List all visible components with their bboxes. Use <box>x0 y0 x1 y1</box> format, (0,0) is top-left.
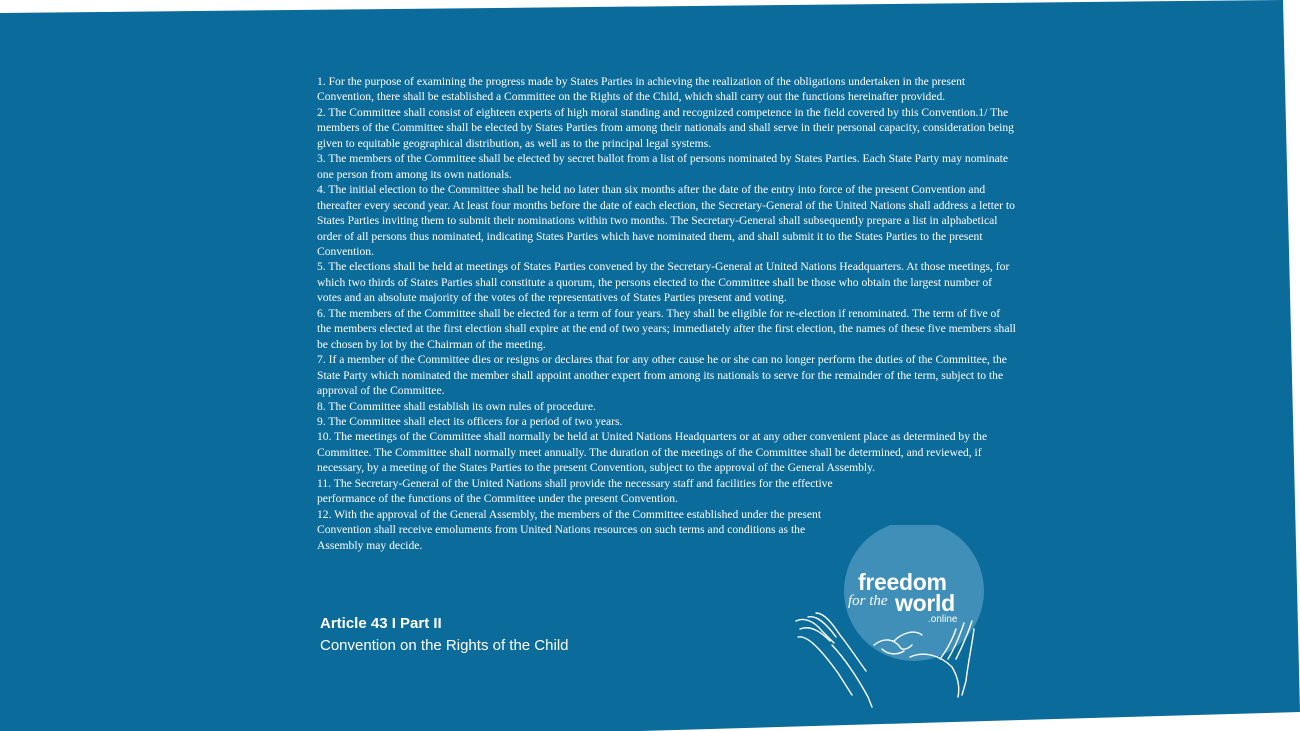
logo-word-world: world <box>895 590 955 616</box>
paragraph-7: 7. If a member of the Committee dies or resigns or declares that for any other cause he or she can no longer perform the duties of the Committee, the State Party which nominated the member shall appoint another expert from among its nationals to serve for the remainder of the term, subject to the approval of the Committee. <box>317 353 1007 398</box>
paragraph-6: 6. The members of the Committee shall be elected for a term of four years. They shall be eligible for re-election if renominated. The term of five of the members elected at the first election shall expire at the end of two years; immediately after the first election, the names of these five members shall be chosen by lot by the Chairman of the meeting. <box>317 306 1016 351</box>
paragraph-12: 12. With the approval of the General Assembly, the members of the Committee established under the present Convention shall receive emoluments from United Nations resources on such terms and conditions as the Assembly may decide. <box>317 507 822 552</box>
paragraph-11: 11. The Secretary-General of the United Nations shall provide the necessary staff and facilities for the effective performance of the functions of the Committee under the present Convention. <box>317 476 833 506</box>
freedom-for-the-world-logo <box>790 525 990 715</box>
paragraph-10: 10. The meetings of the Committee shall normally be held at United Nations Headquarters or at any other convenient place as determined by the Committee. The Committee shall normally meet annually. The duration of the meetings of the Committee shall be determined, and reviewed, if necessary, by a meeting of the States Parties to the present Convention, subject to the approval of the General Assembly. <box>317 430 988 475</box>
logo-script-for-the: for the <box>848 593 888 609</box>
paragraph-3: 3. The members of the Committee shall be elected by secret ballot from a list of persons nominated by States Parties. Each State Party may nominate one person from among its own nationals. <box>317 152 1009 181</box>
paragraph-4: 4. The initial election to the Committee shall be held no later than six months after the date of the entry into force of the present Convention and thereafter every second year. At least four months before the date of each election, the Secretary-General of the United Nations shall address a letter to States Parties inviting them to submit their nominations within two months. The Secretary-General shall subsequently prepare a list in alphabetical order of all persons thus nominated, indicating States Parties which have nominated them, and shall submit it to the States Parties to the present Convention. <box>317 183 1015 258</box>
logo-word-freedom: freedom <box>858 569 947 595</box>
logo-graphic <box>790 525 990 715</box>
paragraph-9: 9. The Committee shall elect its officers for a period of two years. <box>317 414 623 428</box>
paragraph-8: 8. The Committee shall establish its own rules of procedure. <box>317 399 596 413</box>
paragraph-5: 5. The elections shall be held at meetings of States Parties convened by the Secretary-General at United Nations Headquarters. At those meetings, for which two thirds of States Parties shall constitute a quorum, the persons elected to the Committee shall be those who obtain the largest number of votes and an absolute majority of the votes of the representatives of States Parties present and voting. <box>317 260 1010 305</box>
article-body <box>317 74 1017 553</box>
paragraph-2: 2. The Committee shall consist of eighteen experts of high moral standing and recognized competence in the field covered by this Convention.1/ The members of the Committee shall be elected by States Parties from among their nationals and shall serve in their personal capacity, consideration being given to equitable geographical distribution, as well as to the principal legal systems. <box>317 105 1014 150</box>
article-subtitle: Convention on the Rights of the Child <box>320 637 569 654</box>
logo-tld: .online <box>928 614 958 625</box>
paragraph-1: 1. For the purpose of examining the progress made by States Parties in achieving the realization of the obligations undertaken in the present Convention, there shall be established a Committee on the Rights of the Child, which shall carry out the functions hereinafter provided. <box>317 75 966 104</box>
article-title: Article 43 I Part II <box>320 615 442 632</box>
